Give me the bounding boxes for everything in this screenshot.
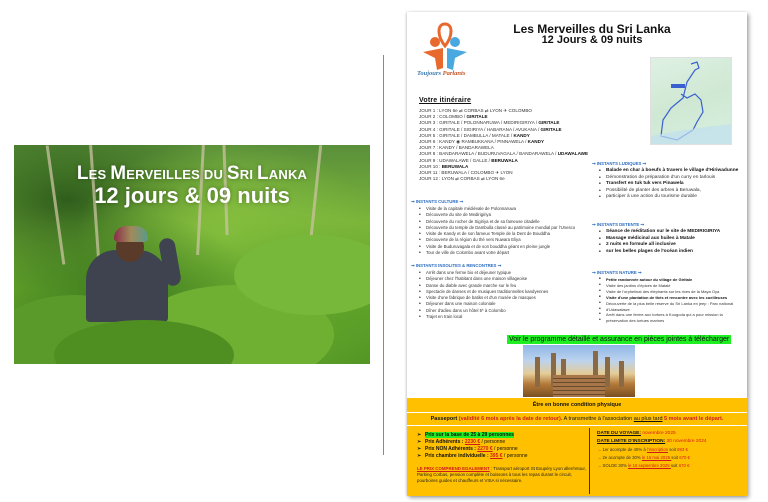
page-divider: [383, 55, 384, 455]
list-item: • Visite de Kandy et de son fameux Temple de la Dent de Bouddha: [417, 231, 575, 237]
list-item: • Arrêt dans une ferme aux tortues à Koogoda qui a pour mission la: [597, 312, 733, 318]
travel-date: DATE DU VOYAGE: novembre 2025: [597, 431, 676, 436]
tea-picker-figure: [76, 220, 176, 325]
list-item: • Massage médicinal aux huiles à Matale: [597, 236, 720, 243]
list-item: • Visite de l'orphelinat des éléphants sur les rives de la Maya Oya: [597, 289, 733, 295]
price-single-room: ➢ Prix chambre individuelle : 395 € / personne: [417, 453, 528, 460]
detente-list: [597, 229, 720, 255]
list-item: • Découverte du rocher de Sigiriya et de sa fameuse citadelle: [417, 219, 575, 225]
insolites-list: [417, 270, 548, 320]
registration-deadline: DATE LIMITE D'INSCRIPTION: 30 novembre 2024: [597, 439, 707, 444]
list-item: • Séance de méditation sur le site de MEDIRIGIRIYA: [597, 229, 720, 236]
itinerary-day: JOUR 3 : GIRITALE / POLONNARUWA / MEDIRIGIRIYA / GIRITALE: [419, 120, 560, 126]
route-map: [650, 57, 732, 145]
condition-banner: Être en bonne condition physique: [407, 398, 747, 412]
price-includes: LE PRIX COMPREND EGALEMENT : Transport aéroport St Exupéry Lyon aller/retour, Parking Corbas, pension complète et boissons à tous les repas durant le circuit, pourboires guides et chauffeurs et VISA si nécessaire.: [417, 466, 586, 483]
nature-heading: ⇝ INSTANTS NATURE ⇝: [592, 270, 642, 275]
culture-heading: ⇝ INSTANTS CULTURE ⇝: [411, 199, 464, 204]
price-list: [417, 432, 528, 460]
price-adherents: ➢ Prix Adhérents : 2230 € / personne: [417, 439, 528, 446]
price-base: ➢ Prix sur la base de 25 à 29 personnes: [417, 432, 528, 439]
itinerary-day: JOUR 1 : LYON 6e ⇌ CORBAS ⇌ LYON ✈ COLOMBO: [419, 108, 532, 113]
dates-block: [597, 430, 707, 470]
installment: → SOLDE 30% le 15 septembre 2025 soit 670 €: [597, 463, 690, 468]
list-item: • Dîner d'adieu dans un hôtel 5* à Colombo: [417, 308, 548, 314]
cover-image: [14, 145, 370, 364]
list-item: • Déjeuner dans une maison coloniale: [417, 301, 548, 307]
list-item: • Arrêt dans une ferme bio et déjeuner typique: [417, 270, 548, 276]
itinerary-day: JOUR 9 : UDAWALAWE / GALLE / BERUWALA: [419, 157, 518, 163]
list-item: • Découverte du temple de Dambulla classé au patrimoine mondial par l'Unesco: [417, 225, 575, 231]
list-item: • d'Udawalawe: [597, 307, 733, 313]
pricing-box: [407, 426, 747, 496]
itinerary-day: JOUR 4 : GIRITALE / SIGIRIYA / HABARANA / AVUKANA / GIRITALE: [419, 126, 562, 132]
itinerary-heading: Votre itinéraire: [419, 97, 472, 104]
cover-subtitle: 12 jours & 09 nuits: [94, 183, 290, 208]
itinerary-day: JOUR 5 : GIRITALE / DAMBULLA / MATALE / KANDY: [419, 132, 530, 138]
list-item: • préservation des tortues marines: [597, 318, 733, 324]
list-item: • 2 nuits en formule all inclusive: [597, 242, 720, 249]
itinerary-day: JOUR 2 : COLOMBO / GIRITALE: [419, 114, 488, 120]
list-item: • Balade en char à boeufs à travers le village d'Hiriwadunne: [597, 168, 738, 175]
ludiques-heading: ⇝ INSTANTS LUDIQUES ⇝: [592, 161, 647, 166]
detente-heading: ⇝ INSTANTS DETENTE ⇝: [592, 222, 645, 227]
itinerary-day: JOUR 8 : BANDARAWELA / BUDURUVAGALA / BANDARAWELA / UDAWALAWE: [419, 151, 589, 157]
list-item: • sur les belles plages de l'océan indien: [597, 249, 720, 256]
installment: → 1er acompte de 40% à l'inscription soit 893 €: [597, 447, 688, 452]
list-item: • Démonstration de préparation d'un curry en tarlouis: [597, 175, 738, 182]
list-item: • Trajet en train local: [417, 314, 548, 320]
itinerary-day: JOUR 6 : KANDY ◉ RAMBUKKANA / PINNAWELA / KANDY: [419, 139, 545, 145]
nature-list: [597, 277, 733, 324]
ludiques-list: [597, 168, 738, 201]
flyer-title: Les Merveilles du Sri Lanka: [513, 22, 671, 36]
list-item: • Possibilité de planter des arbres à Beruwala,: [597, 188, 738, 195]
cover-title: LES MERVEILLES DU SRI LANKA: [76, 163, 308, 184]
list-item: • Découverte de la région du thé vers Nuwara Eliya: [417, 237, 575, 243]
list-item: • Visite de Buduruvagala et de son bouddha géant en pleine jungle: [417, 244, 575, 250]
itinerary-day: JOUR 7 : KANDY / BANDARAWELA: [419, 145, 494, 151]
list-item: • Tour de ville de Colombo avant votre départ: [417, 250, 575, 256]
flyer-page: [407, 12, 747, 496]
insolites-heading: ⇝ INSTANTS INSOLITES & RENCONTRES ⇝: [411, 263, 502, 268]
flyer-subtitle: 12 Jours & 09 nuits: [541, 34, 643, 46]
list-item: • Découverte du site de Medirigiriya: [417, 212, 575, 218]
list-item: • Visite de la capitale médiévale de Polonnaruwa: [417, 206, 575, 212]
list-item: • Visite des jardins d'épices de Matalé: [597, 283, 733, 289]
list-item: • Spectacle de danses et de musiques traditionnelles kandyennes: [417, 289, 548, 295]
ruins-photo: [523, 345, 635, 397]
list-item: • Visite d'une fabrique de batiks et d'un musée de masques: [417, 295, 548, 301]
route-path-icon: [651, 58, 732, 145]
pricing-divider: [589, 428, 590, 494]
list-item: • Danse du diable avec grande marche sur le feu: [417, 283, 548, 289]
list-item: • Visite d'une plantation de thés et rencontre avec les cueilleuses: [597, 295, 733, 301]
list-item: • Transfert en tuk tuk vers Pinawela: [597, 181, 738, 188]
passport-banner: Passeport (validité 6 mois après la date de retour). A transmettre à l'association au plus tard 5 mois avant le départ.: [407, 413, 747, 425]
list-item: • Déjeuner chez l'habitant dans une maison villageoise: [417, 276, 548, 282]
price-non-adherents: ➢ Prix NON Adhérents : 2270 € / personne: [417, 446, 528, 453]
itinerary-day: JOUR 12 : LYON ⇌ CORBAS ⇌ LYON 6e: [419, 176, 505, 182]
itinerary-day: JOUR 11 : BERUWALA / COLOMBO ✈ LYON: [419, 170, 513, 176]
download-program-link[interactable]: Voir le programme détaillé et assurance en pièces jointes à télécharger: [509, 336, 730, 343]
installment: → 2e acompte de 30% le 15 mai 2025 soit 670 €: [597, 455, 690, 460]
list-item: • Petite randonnée autour du village de Giritale: [597, 277, 733, 283]
logo-text: Toujours Parlants: [417, 70, 466, 77]
culture-list: [417, 206, 575, 256]
itinerary-day: JOUR 10 : BERUWALA: [419, 163, 469, 169]
list-item: • participer à une action du tourisme durable: [597, 194, 738, 201]
list-item: • Découverte de la plus belle réserve du Sri Lanka en jeep : Parc national: [597, 301, 733, 307]
